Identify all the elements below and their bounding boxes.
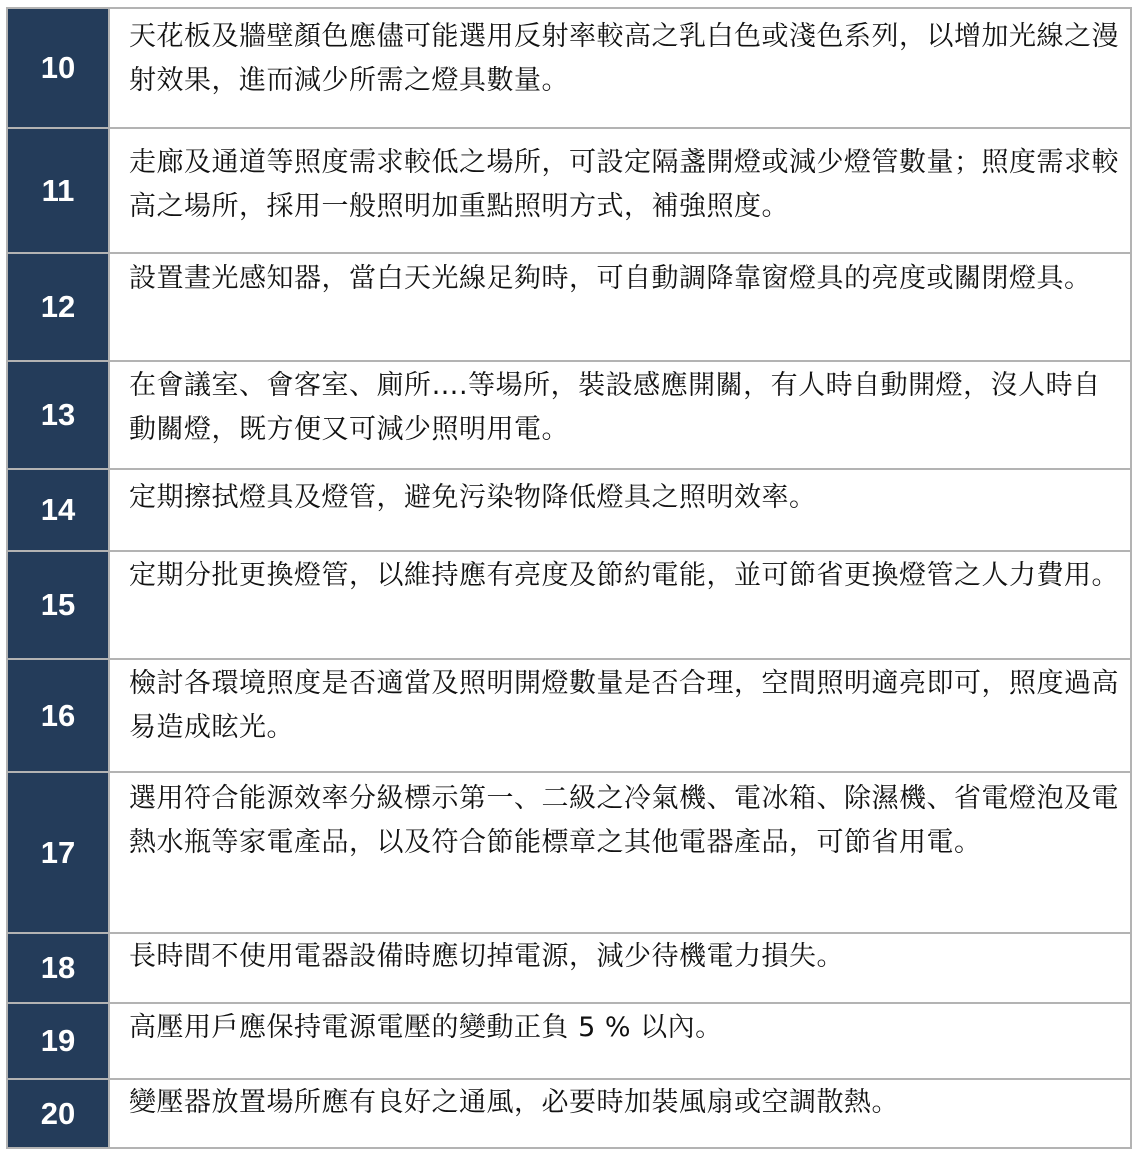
row-number: 11 xyxy=(8,129,110,252)
table-row xyxy=(8,550,1130,658)
table-row xyxy=(8,360,1130,468)
row-text: 天花板及牆壁顏色應儘可能選用反射率較高之乳白色或淺色系列，以增加光線之漫射效果，進而減少所需之燈具數量。 xyxy=(129,21,1119,96)
row-number: 13 xyxy=(8,362,110,468)
row-text: 走廊及通道等照度需求較低之場所，可設定隔盞開燈或減少燈管數量；照度需求較高之場所，採用一般照明加重點照明方式，補強照度。 xyxy=(129,147,1119,222)
row-text: 變壓器放置場所應有良好之通風，必要時加裝風扇或空調散熱。 xyxy=(129,1087,899,1118)
row-number: 16 xyxy=(8,660,110,771)
table-row xyxy=(8,252,1130,360)
row-text: 長時間不使用電器設備時應切掉電源，減少待機電力損失。 xyxy=(129,941,844,972)
table-row xyxy=(8,7,1130,127)
row-text: 設置晝光感知器，當白天光線足夠時，可自動調降靠窗燈具的亮度或關閉燈具。 xyxy=(129,263,1092,294)
row-number: 17 xyxy=(8,773,110,932)
row-number: 14 xyxy=(8,470,110,550)
row-number: 15 xyxy=(8,552,110,658)
row-text: 定期擦拭燈具及燈管，避免污染物降低燈具之照明效率。 xyxy=(129,482,817,513)
row-text: 在會議室、會客室、廁所….等場所，裝設感應開關，有人時自動開燈，沒人時自動關燈，既方便又可減少照明用電。 xyxy=(129,370,1101,445)
table-row xyxy=(8,932,1130,1002)
row-text: 檢討各環境照度是否適當及照明開燈數量是否合理，空間照明適亮即可，照度過高易造成眩光。 xyxy=(129,668,1119,743)
energy-saving-table xyxy=(6,7,1132,1149)
row-number: 18 xyxy=(8,934,110,1002)
table-row xyxy=(8,658,1130,771)
row-text: 高壓用戶應保持電源電壓的變動正負 5 % 以內。 xyxy=(129,1012,723,1043)
row-number: 20 xyxy=(8,1080,110,1147)
table-row xyxy=(8,1002,1130,1078)
table-row xyxy=(8,1078,1130,1147)
table-row xyxy=(8,127,1130,252)
row-number: 10 xyxy=(8,9,110,127)
row-text: 定期分批更換燈管，以維持應有亮度及節約電能，並可節省更換燈管之人力費用。 xyxy=(129,560,1119,591)
table-row xyxy=(8,771,1130,932)
table-row xyxy=(8,468,1130,550)
row-number: 12 xyxy=(8,254,110,360)
row-number: 19 xyxy=(8,1004,110,1078)
row-text: 選用符合能源效率分級標示第一、二級之冷氣機、電冰箱、除濕機、省電燈泡及電熱水瓶等家電產品，以及符合節能標章之其他電器產品，可節省用電。 xyxy=(129,783,1119,858)
